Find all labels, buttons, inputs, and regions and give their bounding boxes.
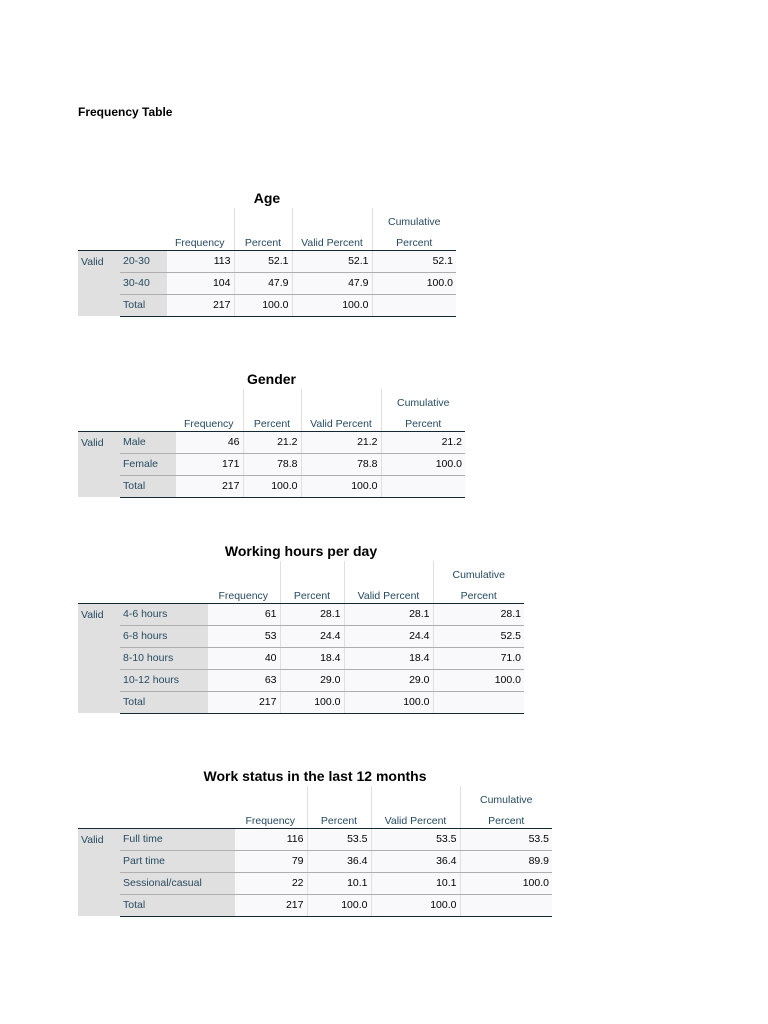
- cell-valid-percent: 52.1: [292, 250, 372, 272]
- cell-frequency: 22: [234, 872, 307, 894]
- col-header-cumulative-percent: Percent: [381, 410, 465, 431]
- cell-percent: 21.2: [243, 431, 301, 453]
- col-header-frequency: Frequency: [234, 807, 307, 828]
- col-header-cumulative-percent: Percent: [433, 582, 524, 603]
- group-label: Valid: [78, 603, 120, 713]
- col-header-cumulative-percent: Percent: [460, 807, 552, 828]
- col-header-cumulative-percent: Percent: [372, 229, 456, 250]
- cell-valid-percent: 21.2: [301, 431, 381, 453]
- col-header-frequency: Frequency: [166, 229, 234, 250]
- row-label: Total: [120, 691, 207, 713]
- table-row: [78, 669, 524, 691]
- cell-percent: 53.5: [307, 828, 371, 850]
- cell-frequency: 113: [166, 250, 234, 272]
- header-row: [78, 561, 524, 582]
- cell-cumulative-percent: 52.5: [433, 625, 524, 647]
- group-label: Valid: [78, 431, 120, 497]
- col-header-cumulative-top: Cumulative: [433, 561, 524, 582]
- table-title: Age: [253, 190, 281, 206]
- cell-percent: 100.0: [234, 294, 292, 316]
- cell-frequency: 171: [175, 453, 243, 475]
- table-row-total: [78, 691, 524, 713]
- table-row: [78, 272, 456, 294]
- table-row: [78, 647, 524, 669]
- header-row: [78, 208, 456, 229]
- cell-valid-percent: 100.0: [344, 691, 433, 713]
- table-row: [78, 850, 552, 872]
- table-row-total: [78, 475, 465, 497]
- cell-percent: 100.0: [307, 894, 371, 916]
- col-header-valid-percent: Valid Percent: [301, 410, 381, 431]
- cell-cumulative-percent: 52.1: [372, 250, 456, 272]
- row-label: Total: [120, 894, 234, 916]
- row-label: 20-30: [120, 250, 166, 272]
- table-row: [78, 625, 524, 647]
- table-title: Working hours per day: [224, 543, 378, 559]
- header-row: [78, 786, 552, 807]
- header-row: [78, 389, 465, 410]
- header-row: [78, 582, 524, 603]
- cell-valid-percent: 100.0: [371, 894, 460, 916]
- data-table: [78, 389, 465, 498]
- cell-percent: 36.4: [307, 850, 371, 872]
- cell-cumulative-percent: [460, 894, 552, 916]
- cell-percent: 28.1: [280, 603, 344, 625]
- col-header-valid-percent: Valid Percent: [292, 229, 372, 250]
- table-row: [78, 828, 552, 850]
- cell-valid-percent: 18.4: [344, 647, 433, 669]
- cell-valid-percent: 28.1: [344, 603, 433, 625]
- row-label: Sessional/casual: [120, 872, 234, 894]
- col-header-cumulative-top: Cumulative: [460, 786, 552, 807]
- group-label: Valid: [78, 250, 120, 316]
- table-row: [78, 453, 465, 475]
- cell-valid-percent: 29.0: [344, 669, 433, 691]
- cell-valid-percent: 10.1: [371, 872, 460, 894]
- cell-percent: 29.0: [280, 669, 344, 691]
- cell-valid-percent: 47.9: [292, 272, 372, 294]
- cell-percent: 100.0: [243, 475, 301, 497]
- col-header-cumulative-top: Cumulative: [381, 389, 465, 410]
- row-label: 30-40: [120, 272, 166, 294]
- cell-cumulative-percent: [433, 691, 524, 713]
- col-header-frequency: Frequency: [207, 582, 280, 603]
- row-label: Male: [120, 431, 175, 453]
- cell-frequency: 116: [234, 828, 307, 850]
- cell-cumulative-percent: 71.0: [433, 647, 524, 669]
- cell-cumulative-percent: 89.9: [460, 850, 552, 872]
- col-header-percent: Percent: [280, 582, 344, 603]
- cell-valid-percent: 78.8: [301, 453, 381, 475]
- cell-frequency: 40: [207, 647, 280, 669]
- row-label: Full time: [120, 828, 234, 850]
- row-label: 4-6 hours: [120, 603, 207, 625]
- cell-frequency: 217: [175, 475, 243, 497]
- group-label: Valid: [78, 828, 120, 916]
- cell-percent: 18.4: [280, 647, 344, 669]
- row-label: Total: [120, 294, 166, 316]
- col-header-percent: Percent: [234, 229, 292, 250]
- cell-valid-percent: 100.0: [301, 475, 381, 497]
- col-header-cumulative-top: Cumulative: [372, 208, 456, 229]
- cell-frequency: 217: [207, 691, 280, 713]
- cell-percent: 78.8: [243, 453, 301, 475]
- cell-cumulative-percent: 100.0: [433, 669, 524, 691]
- cell-frequency: 63: [207, 669, 280, 691]
- header-row: [78, 807, 552, 828]
- cell-percent: 24.4: [280, 625, 344, 647]
- cell-percent: 47.9: [234, 272, 292, 294]
- table-row: [78, 431, 465, 453]
- cell-cumulative-percent: [381, 475, 465, 497]
- table-row-total: [78, 294, 456, 316]
- header-row: [78, 229, 456, 250]
- cell-frequency: 53: [207, 625, 280, 647]
- row-label: 10-12 hours: [120, 669, 207, 691]
- cell-valid-percent: 24.4: [344, 625, 433, 647]
- row-label: Total: [120, 475, 175, 497]
- cell-frequency: 217: [234, 894, 307, 916]
- cell-cumulative-percent: 100.0: [372, 272, 456, 294]
- cell-frequency: 79: [234, 850, 307, 872]
- data-table: [78, 786, 552, 917]
- table-row-total: [78, 894, 552, 916]
- cell-valid-percent: 53.5: [371, 828, 460, 850]
- col-header-frequency: Frequency: [175, 410, 243, 431]
- row-label: Female: [120, 453, 175, 475]
- row-label: 8-10 hours: [120, 647, 207, 669]
- col-header-percent: Percent: [307, 807, 371, 828]
- cell-cumulative-percent: 28.1: [433, 603, 524, 625]
- header-row: [78, 410, 465, 431]
- cell-cumulative-percent: 100.0: [381, 453, 465, 475]
- cell-percent: 10.1: [307, 872, 371, 894]
- page-heading: Frequency Table: [78, 105, 173, 119]
- table-row: [78, 872, 552, 894]
- data-table: [78, 561, 524, 714]
- cell-percent: 52.1: [234, 250, 292, 272]
- cell-valid-percent: 36.4: [371, 850, 460, 872]
- cell-frequency: 104: [166, 272, 234, 294]
- table-title: Gender: [246, 371, 296, 387]
- row-label: Part time: [120, 850, 234, 872]
- cell-frequency: 46: [175, 431, 243, 453]
- cell-cumulative-percent: 100.0: [460, 872, 552, 894]
- cell-frequency: 61: [207, 603, 280, 625]
- row-label: 6-8 hours: [120, 625, 207, 647]
- cell-percent: 100.0: [280, 691, 344, 713]
- cell-cumulative-percent: [372, 294, 456, 316]
- table-title: Work status in the last 12 months: [203, 768, 427, 784]
- col-header-percent: Percent: [243, 410, 301, 431]
- col-header-valid-percent: Valid Percent: [371, 807, 460, 828]
- data-table: [78, 208, 456, 317]
- table-row: [78, 603, 524, 625]
- cell-valid-percent: 100.0: [292, 294, 372, 316]
- table-row: [78, 250, 456, 272]
- cell-cumulative-percent: 53.5: [460, 828, 552, 850]
- cell-cumulative-percent: 21.2: [381, 431, 465, 453]
- col-header-valid-percent: Valid Percent: [344, 582, 433, 603]
- cell-frequency: 217: [166, 294, 234, 316]
